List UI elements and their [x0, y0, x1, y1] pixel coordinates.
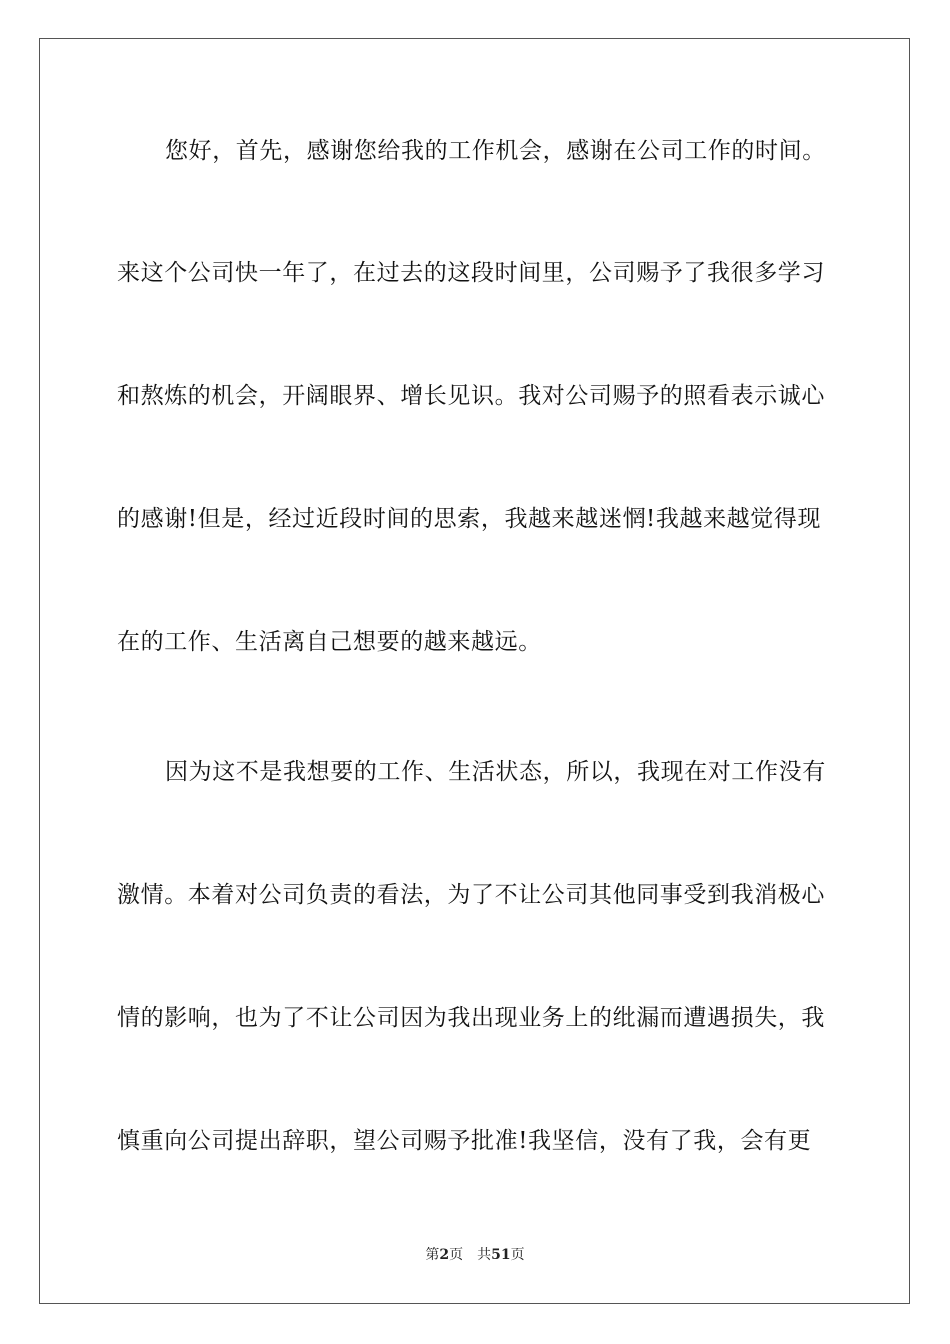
paragraph-1-line-5: 在的工作、生活离自己想要的越来越远。 [117, 629, 542, 655]
paragraph-1-line-1: 您好，首先，感谢您给我的工作机会，感谢在公司工作的时间。 [165, 138, 826, 164]
page-number: 2 [439, 1247, 450, 1263]
page-suffix: 页 [449, 1247, 464, 1263]
paragraph-1-line-3: 和熬炼的机会，开阔眼界、增长见识。我对公司赐予的照看表示诚心 [117, 383, 825, 409]
total-suffix: 页 [510, 1247, 525, 1263]
paragraph-1-line-2: 来这个公司快一年了，在过去的这段时间里，公司赐予了我很多学习 [117, 260, 825, 286]
paragraph-2-line-3: 情的影响，也为了不让公司因为我出现业务上的纰漏而遭遇损失，我 [117, 1005, 825, 1031]
page-footer [0, 1246, 950, 1264]
page-border [39, 38, 910, 1304]
total-pages: 51 [491, 1247, 511, 1263]
total-prefix: 共 [477, 1247, 492, 1263]
page-prefix: 第 [425, 1247, 440, 1263]
paragraph-2-line-1: 因为这不是我想要的工作、生活状态，所以，我现在对工作没有 [165, 759, 826, 785]
paragraph-1-line-4: 的感谢!但是，经过近段时间的思索，我越来越迷惘!我越来越觉得现 [117, 506, 822, 532]
paragraph-2-line-4: 慎重向公司提出辞职，望公司赐予批准!我坚信，没有了我，会有更 [117, 1128, 812, 1154]
paragraph-2-line-2: 激情。本着对公司负责的看法，为了不让公司其他同事受到我消极心 [117, 882, 825, 908]
